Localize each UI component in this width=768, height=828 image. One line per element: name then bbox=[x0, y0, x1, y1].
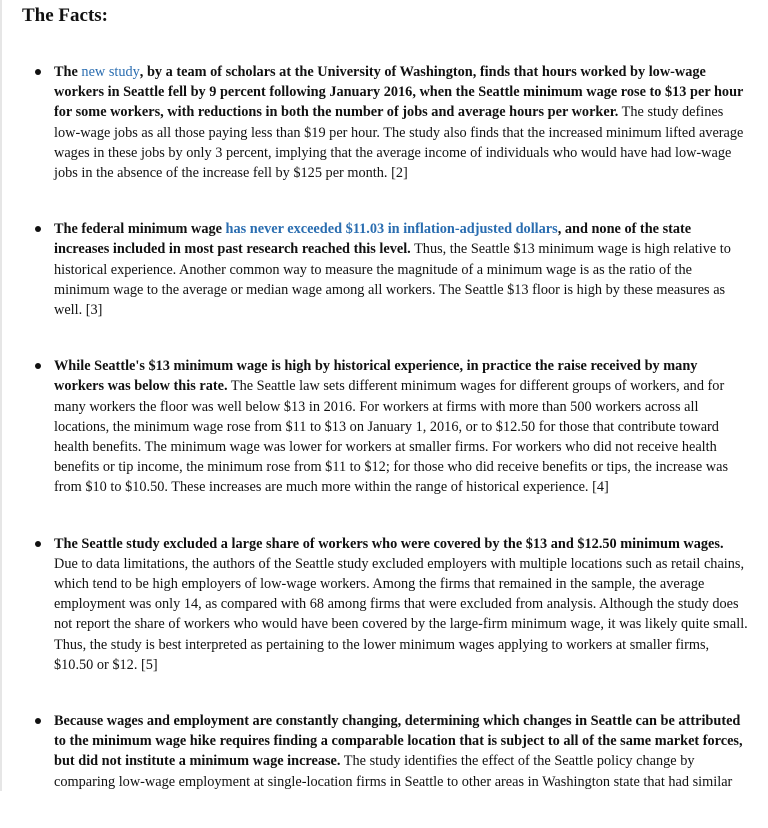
fact-2-bold-summary: , and none of the state increases included in most past research reached this level. bbox=[54, 221, 692, 258]
fact-1-bold-lead: The bbox=[54, 64, 82, 80]
fact-5-bold-lead: Because wages and employment are constantly changing, determining which changes in Seattle can be attributed to the minimum wage hike requires finding a comparable location that is subject to all of the same market forces, but did not institute a minimum wage increase. bbox=[54, 713, 743, 770]
fact-3-bold-lead: While Seattle's $13 minimum wage is high by historical experience, in practice the raise received by many workers was below this rate. bbox=[54, 358, 698, 395]
fact-5-text: The study identifies the effect of the Seattle policy change by comparing low-wage employment at single-location firms in Seattle to other areas in Washington state that had similar bbox=[54, 753, 733, 790]
fact-4-bold-lead: The Seattle study excluded a large share of workers who were covered by the $13 and $12.50 minimum wages. bbox=[54, 535, 724, 552]
fact-3-text: The Seattle law sets different minimum wages for different groups of workers, and for many workers the floor was well below $13 in 2016. For workers at firms with more than 500 workers across all locations, the minimum wage rose from $11 to $13 on January 1, 2016, or to $12.50 for those that contribute toward health benefits. The minimum wage was lower for workers at smaller firms. For workers who did not receive health benefits or tip income, the minimum rose from $11 to $12; for those who did receive benefits or tips, the increase was from $10 to $10.50. These increases are much more within the range of historical experience. [4] bbox=[54, 378, 729, 496]
fact-item-4 bbox=[0, 534, 768, 675]
fact-item-2 bbox=[0, 219, 768, 320]
fact-item-5 bbox=[0, 711, 768, 792]
fact-item-3 bbox=[0, 356, 768, 497]
new-study-link[interactable]: new study bbox=[81, 64, 140, 80]
fact-1-bold-summary: , by a team of scholars at the University of Washington, finds that hours worked by low-wage workers in Seattle fell by 9 percent following January 2016, when the Seattle minimum wage rose to $13 per hour for some workers, with reductions in both the number of jobs and average hours per worker. bbox=[54, 64, 744, 121]
fact-item-1 bbox=[0, 62, 768, 183]
facts-list bbox=[0, 62, 768, 828]
section-heading: The Facts: bbox=[22, 5, 109, 26]
fact-2-bold-lead: The federal minimum wage bbox=[54, 221, 226, 238]
fact-2-text: Thus, the Seattle $13 minimum wage is high relative to historical experience. Another common way to measure the magnitude of a minimum wage is as the ratio of the minimum wage to the average or median wage among all workers. The Seattle $13 floor is high by these measures as well. [3] bbox=[54, 241, 731, 319]
federal-minimum-wage-link[interactable]: has never exceeded $11.03 in inflation-adjusted dollars bbox=[225, 221, 558, 238]
fact-4-text: Due to data limitations, the authors of the Seattle study excluded employers with multiple locations such as retail chains, which tend to be high employers of low-wage workers. Among the firms that remained in the sample, the average employment was only 14, as compared with 68 among firms that were excluded from analysis. Although the study does not report the share of workers who would have been covered by the large-firm minimum wage, it was likely quite small. Thus, the study is best interpreted as pertaining to the lower minimum wages applying to workers at smaller firms, $10.50 or $12. [5] bbox=[54, 555, 748, 673]
fact-1-text: The study defines low-wage jobs as all those paying less than $19 per hour. The study also finds that the increased minimum lifted average wages in these jobs by only 3 percent, implying that the average income of individuals who would have had low-wage jobs in the absence of the increase fell by $125 per month. [2] bbox=[54, 104, 744, 182]
